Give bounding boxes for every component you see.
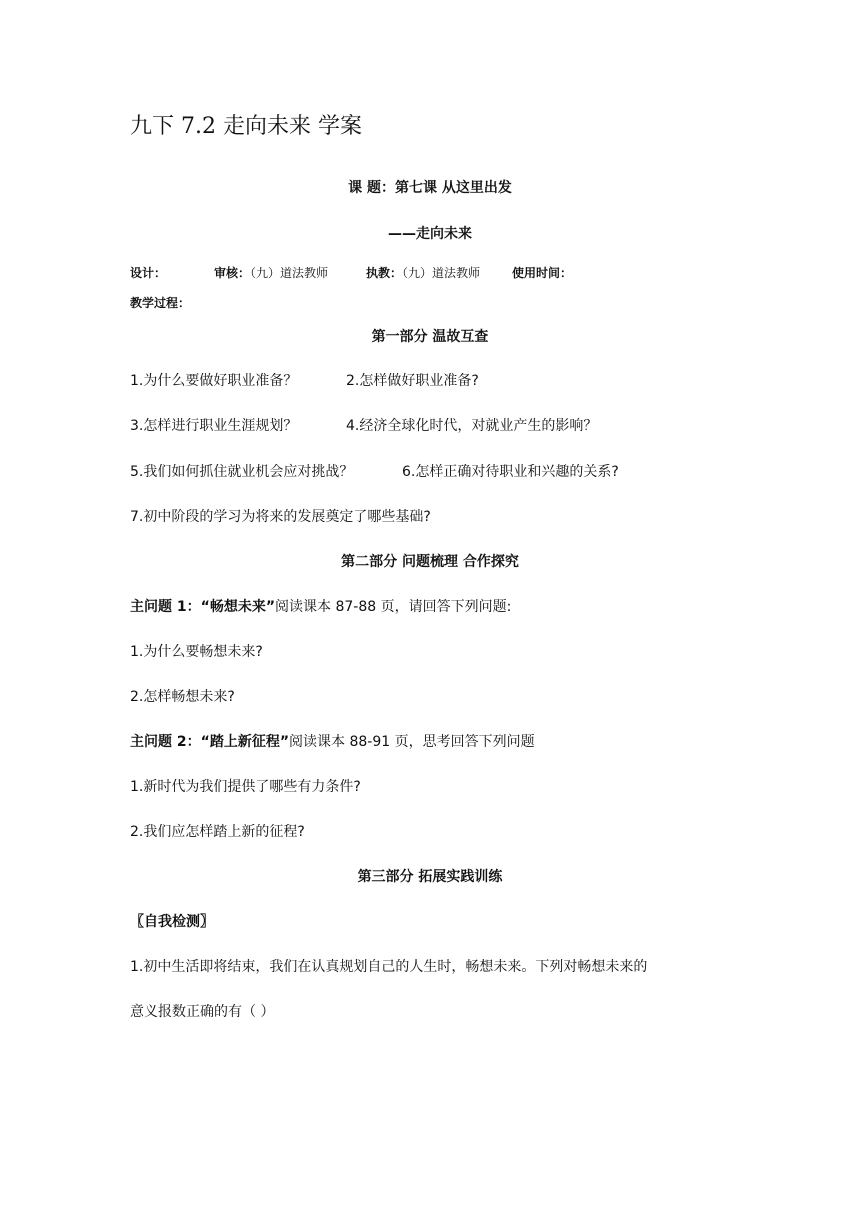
self-check-question-1-line1: 1.初中生活即将结束，我们在认真规划自己的人生时，畅想未来。下列对畅想未来的 [130,959,648,975]
part1-question-3: 3.怎样进行职业生涯规划？ [130,418,298,434]
process-label: 教学过程： [130,296,191,310]
part1-question-7: 7.初中阶段的学习为将来的发展奠定了哪些基础? [130,509,431,525]
self-check-heading: 〖自我检测〗 [130,914,214,930]
topic1-label: 主问题 1：“畅想未来” [130,599,276,615]
part1-question-5: 5.我们如何抓住就业机会应对挑战？ [130,464,354,480]
meta-teach: 执教：（九）道法教师 [366,266,481,280]
meta-review: 审核：（九）道法教师 [214,266,329,280]
meta-design-label: 设计： [130,266,167,280]
part1-question-6: 6.怎样正确对待职业和兴趣的关系? [402,464,619,480]
part1-question-4: 4.经济全球化时代，对就业产生的影响？ [346,418,598,434]
self-check-question-1-line2: 意义报数正确的有（ ） [130,1004,275,1020]
topic2-line [130,731,535,753]
meta-time-label: 使用时间： [512,266,573,280]
lesson-title: 课 题：第七课 从这里出发 [348,180,512,196]
topic1-text: 阅读课本 87-88 页，请回答下列问题: [275,599,512,615]
document-title: 九下 7.2 走向未来 学案 [130,114,362,139]
topic2-label: 主问题 2：“踏上新征程” [130,734,290,750]
topic2-text: 阅读课本 88-91 页，思考回答下列问题 [289,734,535,750]
lesson-subtitle: ——走向未来 [388,226,472,242]
topic2-question-1: 1.新时代为我们提供了哪些有力条件? [130,779,361,795]
topic2-question-2: 2.我们应怎样踏上新的征程? [130,824,305,840]
topic1-question-2: 2.怎样畅想未来? [130,689,235,705]
part1-question-1: 1.为什么要做好职业准备？ [130,373,298,389]
part3-heading: 第三部分 拓展实践训练 [357,869,503,885]
topic1-line [130,596,511,618]
part1-heading: 第一部分 温故互查 [371,329,489,345]
part1-question-2: 2.怎样做好职业准备? [346,373,479,389]
part2-heading: 第二部分 问题梳理 合作探究 [341,554,519,570]
topic1-question-1: 1.为什么要畅想未来? [130,644,263,660]
